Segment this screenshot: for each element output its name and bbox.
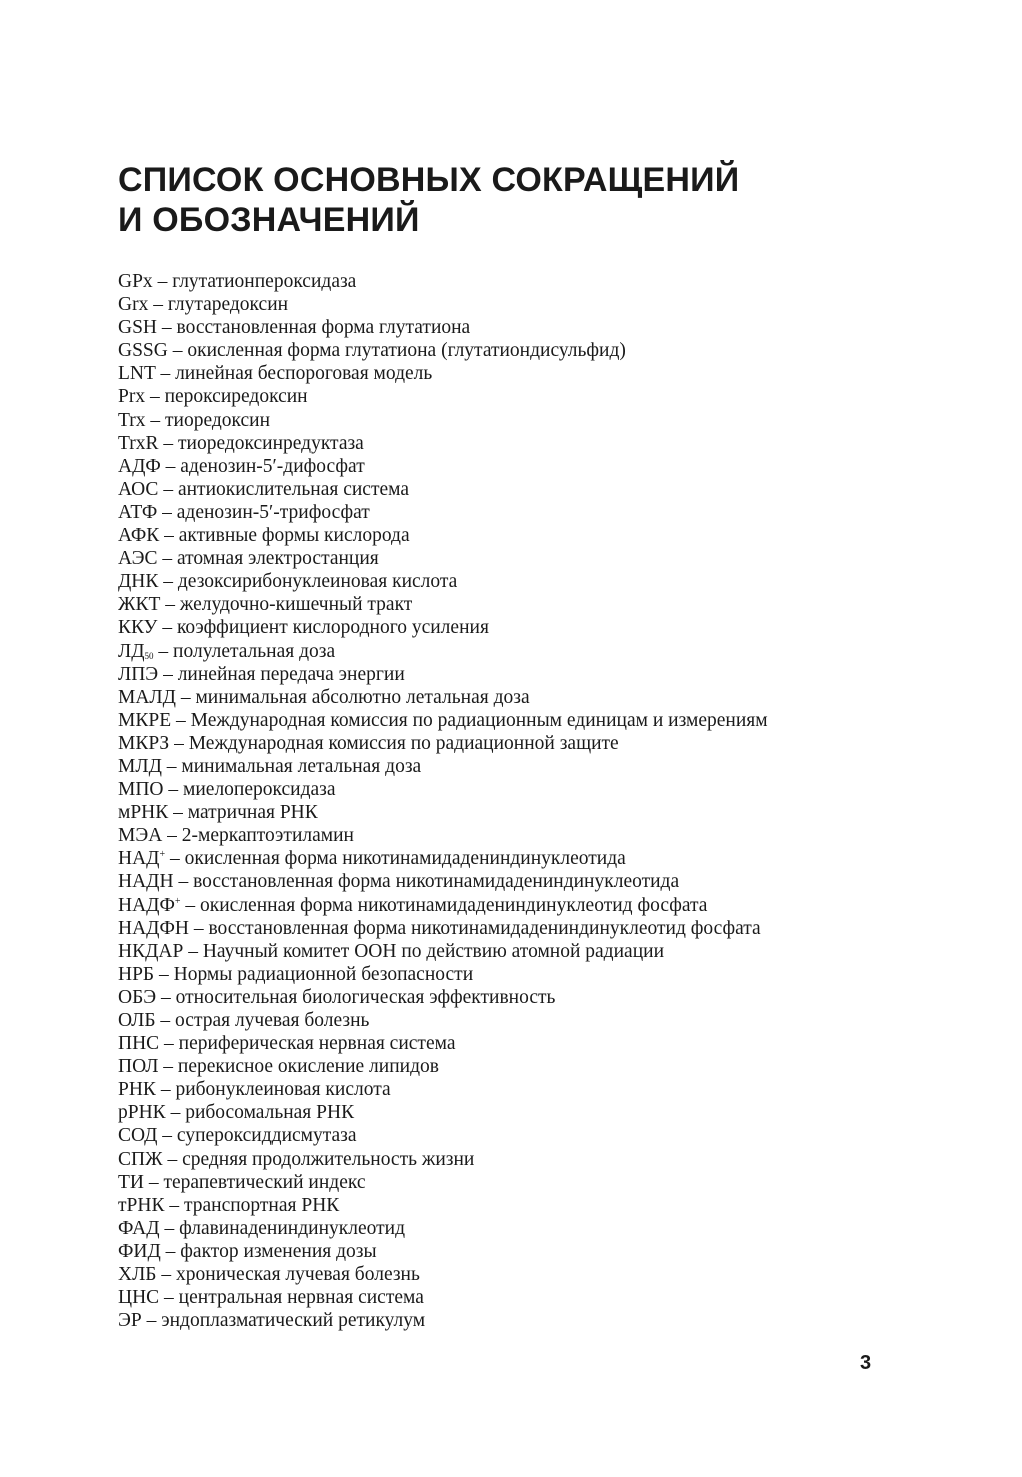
abbreviation-definition: фактор изменения дозы xyxy=(180,1240,377,1262)
page-title xyxy=(118,160,739,240)
abbreviation-term: МЛД xyxy=(118,755,162,777)
list-item xyxy=(118,801,768,824)
abbreviation-term: МАЛД xyxy=(118,686,176,708)
abbreviation-definition: флавинадениндинуклеотид xyxy=(179,1217,405,1239)
list-item xyxy=(118,478,768,501)
abbreviation-term: РНК xyxy=(118,1079,156,1101)
dash-separator: – xyxy=(185,894,196,916)
list-item xyxy=(118,409,768,432)
dash-separator: – xyxy=(160,363,171,385)
abbreviation-term: ЦНС xyxy=(118,1287,160,1309)
list-item xyxy=(118,986,768,1009)
abbreviation-definition: тиоредоксин xyxy=(164,409,271,431)
abbreviation-term: мРНК xyxy=(118,802,169,824)
abbreviation-term: АДФ xyxy=(118,455,161,477)
dash-separator: – xyxy=(161,1264,172,1286)
abbreviation-definition: перекисное окисление липидов xyxy=(177,1056,439,1078)
list-item xyxy=(118,1101,768,1124)
list-item xyxy=(118,663,768,686)
abbreviation-term: ЭР xyxy=(118,1310,142,1332)
dash-separator: – xyxy=(168,779,179,801)
abbreviation-definition: тиоредоксинредуктаза xyxy=(177,432,364,454)
list-item xyxy=(118,432,768,455)
abbreviation-term: СПЖ xyxy=(118,1148,163,1170)
abbreviation-definition: эндоплазматический ретикулум xyxy=(161,1310,426,1332)
abbreviation-definition: хроническая лучевая болезнь xyxy=(176,1264,420,1286)
abbreviation-definition: периферическая нервная система xyxy=(178,1033,456,1055)
dash-separator: – xyxy=(164,1217,175,1239)
dash-separator: – xyxy=(162,1125,173,1147)
abbreviation-superscript: + xyxy=(174,895,181,907)
dash-separator: – xyxy=(178,871,189,893)
list-item xyxy=(118,640,768,663)
abbreviation-definition: антиокислительная система xyxy=(177,478,410,500)
list-item xyxy=(118,339,768,362)
dash-separator: – xyxy=(161,317,172,339)
dash-separator: – xyxy=(163,663,173,685)
abbreviation-definition: Нормы радиационной безопасности xyxy=(173,963,474,985)
dash-separator: – xyxy=(163,478,174,500)
abbreviation-term: НАДН xyxy=(118,871,174,893)
abbreviation-term: ТИ xyxy=(118,1171,144,1193)
abbreviation-term: СОД xyxy=(118,1125,158,1147)
dash-separator: – xyxy=(159,963,169,985)
abbreviation-term: ПОЛ xyxy=(118,1056,159,1078)
abbreviation-definition: Научный комитет ООН по действию атомной радиации xyxy=(202,940,665,962)
abbreviation-definition: матричная РНК xyxy=(187,802,318,824)
dash-separator: – xyxy=(174,732,184,754)
dash-separator: – xyxy=(167,825,177,847)
abbreviation-term: GSH xyxy=(118,317,158,339)
dash-separator: – xyxy=(173,802,183,824)
list-item xyxy=(118,686,768,709)
abbreviation-term: АФК xyxy=(118,525,160,547)
abbreviation-definition: 2-меркаптоэтиламин xyxy=(181,825,354,847)
abbreviation-term: НРБ xyxy=(118,963,155,985)
abbreviation-term: Grx xyxy=(118,294,149,316)
abbreviation-definition: транспортная РНК xyxy=(183,1194,340,1216)
abbreviation-definition: Международная комиссия по радиационной защите xyxy=(188,732,619,754)
abbreviation-definition: Международная комиссия по радиационным единицам и измерениям xyxy=(190,709,768,731)
abbreviation-definition: глутаредоксин xyxy=(167,294,289,316)
list-item xyxy=(118,1286,768,1309)
abbreviation-term: МКРЗ xyxy=(118,732,170,754)
list-item xyxy=(118,732,768,755)
list-item xyxy=(118,1032,768,1055)
dash-separator: – xyxy=(169,1194,180,1216)
dash-separator: – xyxy=(160,1010,171,1031)
dash-separator: – xyxy=(164,1033,174,1055)
list-item xyxy=(118,1124,768,1147)
abbreviation-term: Trx xyxy=(118,409,146,431)
dash-separator: – xyxy=(162,548,173,570)
abbreviation-term: ФИД xyxy=(118,1240,161,1262)
list-item xyxy=(118,709,768,732)
abbreviation-term: ЛД xyxy=(118,640,145,662)
list-item xyxy=(118,1263,768,1286)
page-title-line-2: И ОБОЗНАЧЕНИЙ xyxy=(118,201,420,239)
abbreviation-definition: восстановленная форма глутатиона xyxy=(176,317,471,339)
abbreviation-subscript: 50 xyxy=(144,650,154,661)
abbreviation-term: TrxR xyxy=(118,432,159,454)
list-item xyxy=(118,362,768,385)
list-item xyxy=(118,894,768,917)
abbreviation-definition: минимальная абсолютно летальная доза xyxy=(195,686,530,708)
abbreviation-definition: окисленная форма глутатиона (глутатиондисульфид) xyxy=(187,340,626,362)
abbreviation-definition: коэффициент кислородного усиления xyxy=(176,617,489,639)
list-item xyxy=(118,1217,768,1240)
list-item xyxy=(118,1009,768,1032)
list-item xyxy=(118,547,768,570)
list-item xyxy=(118,847,768,870)
list-item xyxy=(118,570,768,593)
abbreviation-term: АЭС xyxy=(118,548,158,570)
list-item xyxy=(118,593,768,616)
abbreviation-definition: атомная электростанция xyxy=(176,548,379,570)
dash-separator: – xyxy=(148,1171,159,1193)
dash-separator: – xyxy=(162,501,172,523)
abbreviation-term: НАДФ xyxy=(118,894,175,916)
abbreviation-term: ККУ xyxy=(118,617,158,639)
list-item xyxy=(118,755,768,778)
list-item xyxy=(118,385,768,408)
dash-separator: – xyxy=(161,986,171,1008)
abbreviation-definition: средняя продолжительность жизни xyxy=(182,1148,475,1170)
dash-separator: – xyxy=(175,709,186,731)
abbreviation-term: МКРЕ xyxy=(118,709,172,731)
abbreviation-term: НКДАР xyxy=(118,940,184,962)
abbreviation-term: тРНК xyxy=(118,1194,165,1216)
list-item xyxy=(118,917,768,940)
list-item xyxy=(118,293,768,316)
abbreviation-definition: аденозин-5′-трифосфат xyxy=(176,501,370,523)
abbreviation-term: ХЛБ xyxy=(118,1264,157,1286)
list-item xyxy=(118,870,768,893)
abbreviation-definition: центральная нервная система xyxy=(178,1287,424,1309)
list-item xyxy=(118,1148,768,1171)
abbreviation-definition: миелопероксидаза xyxy=(183,779,336,801)
abbreviation-term: АОС xyxy=(118,478,159,500)
list-item xyxy=(118,1309,768,1332)
page-title-line-1: СПИСОК ОСНОВНЫХ СОКРАЩЕНИЙ xyxy=(118,161,740,199)
abbreviation-definition: окисленная форма никотинамидадениндинуклеотида xyxy=(184,848,626,870)
abbreviation-term: ОБЭ xyxy=(118,986,157,1008)
abbreviation-definition: полулетальная доза xyxy=(173,640,336,662)
dash-separator: – xyxy=(158,640,169,662)
page-number: 3 xyxy=(860,1352,872,1374)
dash-separator: – xyxy=(165,1240,176,1262)
abbreviation-definition: аденозин-5′-дифосфат xyxy=(180,455,365,477)
list-item xyxy=(118,1171,768,1194)
list-item xyxy=(118,963,768,986)
abbreviation-superscript: + xyxy=(159,849,166,861)
abbreviation-term: АТФ xyxy=(118,501,158,523)
abbreviation-definition: пероксиредоксин xyxy=(164,386,308,408)
abbreviation-definition: желудочно-кишечный тракт xyxy=(179,594,413,616)
abbreviation-term: ЖКТ xyxy=(118,594,161,616)
dash-separator: – xyxy=(164,525,174,547)
dash-separator: – xyxy=(157,271,168,292)
dash-separator: – xyxy=(172,340,183,362)
abbreviation-definition: супероксиддисмутаза xyxy=(176,1125,357,1147)
abbreviation-definition: острая лучевая болезнь xyxy=(175,1010,370,1031)
abbreviation-term: МЭА xyxy=(118,825,163,847)
abbreviation-term: рРНК xyxy=(118,1102,166,1124)
abbreviation-term: НАД xyxy=(118,848,160,870)
abbreviation-term: GPx xyxy=(118,271,153,292)
abbreviation-definition: окисленная форма никотинамидадениндинуклеотид фосфата xyxy=(200,894,708,916)
abbreviation-term: LNT xyxy=(118,363,156,385)
dash-separator: – xyxy=(153,294,163,316)
abbreviation-definition: восстановленная форма никотинамидадениндинуклеотид фосфата xyxy=(208,917,761,939)
abbreviation-definition: восстановленная форма никотинамидадениндинуклеотида xyxy=(193,871,680,893)
dash-separator: – xyxy=(188,940,198,962)
dash-separator: – xyxy=(166,755,177,777)
list-item xyxy=(118,455,768,478)
dash-separator: – xyxy=(193,917,204,939)
abbreviation-list xyxy=(118,270,768,1332)
abbreviation-definition: линейная передача энергии xyxy=(177,663,405,685)
dash-separator: – xyxy=(164,1287,174,1309)
dash-separator: – xyxy=(150,409,161,431)
dash-separator: – xyxy=(163,432,174,454)
dash-separator: – xyxy=(169,848,180,870)
list-item xyxy=(118,940,768,963)
abbreviation-term: ЛПЭ xyxy=(118,663,159,685)
abbreviation-definition: рибосомальная РНК xyxy=(185,1102,355,1124)
abbreviation-term: GSSG xyxy=(118,340,168,362)
list-item xyxy=(118,824,768,847)
list-item xyxy=(118,316,768,339)
abbreviation-term: ПНС xyxy=(118,1033,160,1055)
list-item xyxy=(118,778,768,801)
abbreviation-term: НАДФН xyxy=(118,917,189,939)
dash-separator: – xyxy=(167,1148,178,1170)
dash-separator: – xyxy=(163,571,174,593)
dash-separator: – xyxy=(163,1056,174,1078)
abbreviation-definition: линейная беспороговая модель xyxy=(175,363,433,385)
dash-separator: – xyxy=(160,1079,171,1101)
abbreviation-definition: дезоксирибонуклеиновая кислота xyxy=(177,571,458,593)
abbreviation-definition: минимальная летальная доза xyxy=(181,755,422,777)
abbreviation-term: ОЛБ xyxy=(118,1010,156,1031)
abbreviation-definition: активные формы кислорода xyxy=(178,525,410,547)
dash-separator: – xyxy=(170,1102,181,1124)
abbreviation-term: МПО xyxy=(118,779,164,801)
abbreviation-term: Prx xyxy=(118,386,146,408)
list-item xyxy=(118,1194,768,1217)
list-item xyxy=(118,524,768,547)
list-item xyxy=(118,1240,768,1263)
list-item xyxy=(118,1055,768,1078)
abbreviation-definition: глутатионпероксидаза xyxy=(172,271,357,292)
dash-separator: – xyxy=(165,455,176,477)
dash-separator: – xyxy=(180,686,191,708)
abbreviation-term: ФАД xyxy=(118,1217,160,1239)
list-item xyxy=(118,1078,768,1101)
abbreviation-definition: рибонуклеиновая кислота xyxy=(175,1079,391,1101)
abbreviation-term: ДНК xyxy=(118,571,159,593)
dash-separator: – xyxy=(149,386,160,408)
list-item xyxy=(118,616,768,639)
list-item xyxy=(118,270,768,293)
abbreviation-definition: относительная биологическая эффективность xyxy=(175,986,556,1008)
list-item xyxy=(118,501,768,524)
dash-separator: – xyxy=(146,1310,157,1332)
abbreviation-definition: терапевтический индекс xyxy=(163,1171,366,1193)
dash-separator: – xyxy=(165,594,176,616)
dash-separator: – xyxy=(162,617,173,639)
